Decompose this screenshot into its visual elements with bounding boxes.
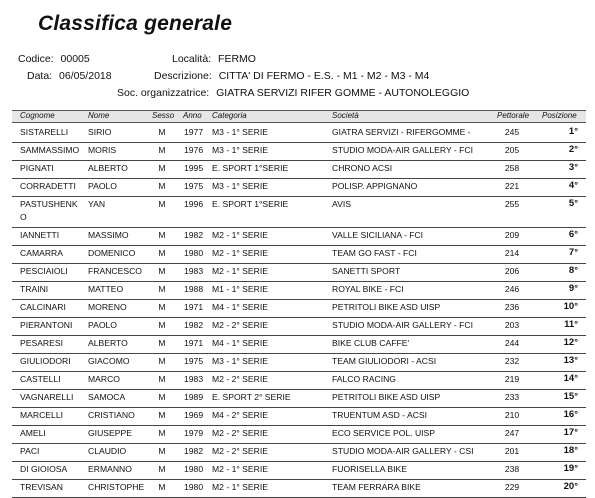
- cell-sesso: M: [158, 163, 166, 173]
- cell-cognome: PACI: [20, 446, 40, 456]
- cell-societa: SANETTI SPORT: [332, 266, 401, 276]
- cell-nome: PAOLO: [88, 320, 117, 330]
- cell-cognome: PESCIAIOLI: [20, 266, 68, 276]
- table-row: [12, 142, 586, 161]
- cell-societa: PETRITOLI BIKE ASD UISP: [332, 392, 441, 402]
- cell-pettorale: 245: [504, 127, 520, 137]
- cell-posizione: 1°: [568, 126, 578, 137]
- soc-line: [117, 87, 469, 99]
- table-row: [12, 371, 586, 390]
- cell-societa: FUORISELLA BIKE: [332, 464, 407, 474]
- cell-sesso: M: [158, 181, 166, 191]
- cell-pettorale: 255: [504, 199, 520, 209]
- header-posizione: Posizione: [542, 111, 577, 120]
- cell-pettorale: 203: [504, 320, 520, 330]
- cell-anno: 1980: [184, 248, 204, 258]
- cell-sesso: M: [158, 248, 166, 258]
- cell-pettorale: 205: [504, 145, 520, 155]
- cell-cognome: CORRADETTI: [20, 181, 76, 191]
- table-row: [12, 196, 586, 228]
- cell-sesso: M: [158, 482, 166, 492]
- cell-posizione: 20°: [563, 481, 578, 492]
- cell-anno: 1976: [184, 145, 204, 155]
- cell-anno: 1980: [184, 482, 204, 492]
- codice-line: [18, 53, 90, 65]
- cell-categoria: M2 - 1° SERIE: [212, 266, 268, 276]
- cell-nome: FRANCESCO: [88, 266, 142, 276]
- cell-cognome: CAMARRA: [20, 248, 63, 258]
- cell-societa: TRUENTUM ASD - ACSI: [332, 410, 428, 420]
- soc-label: Soc. organizzatrice:: [117, 87, 210, 99]
- cell-nome: ERMANNO: [88, 464, 132, 474]
- cell-anno: 1996: [184, 199, 204, 209]
- cell-societa: PETRITOLI BIKE ASD UISP: [332, 302, 441, 312]
- cell-posizione: 16°: [563, 409, 578, 420]
- cell-sesso: M: [158, 127, 166, 137]
- cell-nome: CLAUDIO: [88, 446, 127, 456]
- cell-posizione: 4°: [568, 180, 578, 191]
- cell-posizione: 6°: [568, 229, 578, 240]
- cell-posizione: 17°: [563, 427, 578, 438]
- cell-nome: MASSIMO: [88, 230, 129, 240]
- cell-categoria: M4 - 1° SERIE: [212, 302, 268, 312]
- localita-label: Località:: [172, 53, 212, 65]
- cell-cognome: TREVISAN: [20, 482, 63, 492]
- table-row: [12, 227, 586, 246]
- cell-categoria: M2 - 1° SERIE: [212, 248, 268, 258]
- cell-categoria: E. SPORT 1°SERIE: [212, 163, 289, 173]
- cell-societa: TEAM GO FAST - FCI: [332, 248, 417, 258]
- cell-pettorale: 201: [504, 446, 520, 456]
- cell-societa: STUDIO MODA-AIR GALLERY - FCI: [332, 320, 474, 330]
- cell-nome: SIRIO: [88, 127, 112, 137]
- cell-societa: STUDIO MODA-AIR GALLERY - CSI: [332, 446, 474, 456]
- cell-sesso: M: [158, 230, 166, 240]
- cell-categoria: M4 - 2° SERIE: [212, 410, 268, 420]
- cell-nome: DOMENICO: [88, 248, 136, 258]
- cell-societa: TEAM FERRARA BIKE: [332, 482, 421, 492]
- cell-nome: ALBERTO: [88, 338, 128, 348]
- cell-anno: 1980: [184, 464, 204, 474]
- cell-categoria: M1 - 1° SERIE: [212, 284, 268, 294]
- cell-pettorale: 238: [504, 464, 520, 474]
- table-row: [12, 281, 586, 300]
- cell-posizione: 14°: [563, 373, 578, 384]
- cell-categoria: M3 - 1° SERIE: [212, 356, 268, 366]
- cell-anno: 1979: [184, 428, 204, 438]
- cell-sesso: M: [158, 284, 166, 294]
- cell-societa: ECO SERVICE POL. UISP: [332, 428, 435, 438]
- cell-categoria: M2 - 2° SERIE: [212, 428, 268, 438]
- cell-societa: STUDIO MODA-AIR GALLERY - FCI: [332, 145, 474, 155]
- cell-societa: FALCO RACING: [332, 374, 396, 384]
- cell-posizione: 3°: [568, 162, 578, 173]
- cell-nome: ALBERTO: [88, 163, 128, 173]
- cell-sesso: M: [158, 464, 166, 474]
- cell-nome: MORENO: [88, 302, 127, 312]
- codice-value: 00005: [60, 53, 90, 65]
- cell-nome: CRISTIANO: [88, 410, 135, 420]
- cell-pettorale: 210: [504, 410, 520, 420]
- cell-sesso: M: [158, 302, 166, 312]
- cell-anno: 1971: [184, 302, 204, 312]
- cell-cognome: PIGNATI: [20, 163, 54, 173]
- header-pettorale: Pettorale: [497, 111, 530, 120]
- cell-pettorale: 247: [504, 428, 520, 438]
- header-societa: Società: [332, 111, 359, 120]
- cell-societa: CHRONO ACSI: [332, 163, 393, 173]
- cell-anno: 1988: [184, 284, 204, 294]
- cell-anno: 1975: [184, 181, 204, 191]
- soc-value: GIATRA SERVIZI RIFER GOMME - AUTONOLEGGIO: [216, 87, 470, 99]
- data-value: 06/05/2018: [59, 70, 112, 82]
- cell-sesso: M: [158, 199, 166, 209]
- cell-cognome: DI GIOIOSA: [20, 464, 68, 474]
- cell-societa: BIKE CLUB CAFFE': [332, 338, 410, 348]
- cell-pettorale: 209: [504, 230, 520, 240]
- header-sesso: Sesso: [152, 111, 175, 120]
- cell-posizione: 10°: [563, 301, 578, 312]
- cell-cognome: PASTUSHENK: [20, 199, 78, 209]
- cell-societa: POLISP. APPIGNANO: [332, 181, 418, 191]
- cell-cognome: CALCINARI: [20, 302, 66, 312]
- table-row: [12, 389, 586, 408]
- cell-nome: CHRISTOPHE: [88, 482, 145, 492]
- localita-value: FERMO: [218, 53, 256, 65]
- cell-nome: GIUSEPPE: [88, 428, 132, 438]
- table-row: [12, 178, 586, 197]
- cell-posizione: 5°: [568, 198, 578, 209]
- table-row: [12, 317, 586, 336]
- cell-cognome: TRAINI: [20, 284, 49, 294]
- table-row: [12, 160, 586, 179]
- cell-societa: AVIS: [332, 199, 351, 209]
- cell-sesso: M: [158, 446, 166, 456]
- cell-pettorale: 258: [504, 163, 520, 173]
- table-row: [12, 263, 586, 282]
- cell-pettorale: 219: [504, 374, 520, 384]
- cell-posizione: 9°: [568, 283, 578, 294]
- descrizione-label: Descrizione:: [154, 70, 212, 82]
- table-header: [12, 110, 586, 123]
- cell-nome: GIACOMO: [88, 356, 130, 366]
- cell-nome: MARCO: [88, 374, 120, 384]
- cell-societa: ROYAL BIKE - FCI: [332, 284, 404, 294]
- cell-societa: GIATRA SERVIZI - RIFERGOMME -: [332, 127, 471, 137]
- cell-categoria: M2 - 1° SERIE: [212, 464, 268, 474]
- cell-posizione: 2°: [568, 144, 578, 155]
- cell-anno: 1982: [184, 446, 204, 456]
- cell-societa: TEAM GIULIODORI - ACSI: [332, 356, 437, 366]
- table-row: [12, 443, 586, 462]
- cell-sesso: M: [158, 356, 166, 366]
- cell-pettorale: 244: [504, 338, 520, 348]
- cell-sesso: M: [158, 266, 166, 276]
- cell-categoria: M2 - 2° SERIE: [212, 446, 268, 456]
- cell-pettorale: 232: [504, 356, 520, 366]
- cell-anno: 1983: [184, 266, 204, 276]
- cell-pettorale: 233: [504, 392, 520, 402]
- cell-sesso: M: [158, 374, 166, 384]
- cell-categoria: M2 - 2° SERIE: [212, 374, 268, 384]
- cell-cognome: CASTELLI: [20, 374, 61, 384]
- cell-categoria: M4 - 1° SERIE: [212, 338, 268, 348]
- codice-label: Codice:: [18, 53, 54, 65]
- table-row: [12, 407, 586, 426]
- cell-pettorale: 206: [504, 266, 520, 276]
- cell-sesso: M: [158, 428, 166, 438]
- cell-cognome: PIERANTONI: [20, 320, 73, 330]
- descrizione-line: [154, 70, 429, 82]
- cell-posizione: 7°: [568, 247, 578, 258]
- cell-anno: 1969: [184, 410, 204, 420]
- cell-categoria: M2 - 1° SERIE: [212, 482, 268, 492]
- cell-pettorale: 221: [504, 181, 520, 191]
- cell-anno: 1989: [184, 392, 204, 402]
- cell-cognome: PESARESI: [20, 338, 63, 348]
- cell-cognome: MARCELLI: [20, 410, 63, 420]
- cell-pettorale: 236: [504, 302, 520, 312]
- cell-categoria: E. SPORT 2° SERIE: [212, 392, 291, 402]
- cell-cognome: GIULIODORI: [20, 356, 71, 366]
- cell-nome: MORIS: [88, 145, 117, 155]
- cell-categoria: M3 - 1° SERIE: [212, 145, 268, 155]
- table-row: [12, 479, 586, 498]
- cell-societa: VALLE SICILIANA - FCI: [332, 230, 424, 240]
- cell-cognome-continued: O: [20, 212, 27, 222]
- data-label: Data:: [27, 70, 53, 82]
- cell-anno: 1982: [184, 320, 204, 330]
- cell-anno: 1975: [184, 356, 204, 366]
- cell-nome: PAOLO: [88, 181, 117, 191]
- header-categoria: Categoria: [212, 111, 247, 120]
- localita-line: [172, 53, 256, 65]
- cell-sesso: M: [158, 145, 166, 155]
- table-row: [12, 124, 586, 143]
- table-row: [12, 353, 586, 372]
- cell-sesso: M: [158, 392, 166, 402]
- cell-nome: SAMOCA: [88, 392, 126, 402]
- cell-sesso: M: [158, 410, 166, 420]
- cell-cognome: IANNETTI: [20, 230, 60, 240]
- cell-cognome: AMELI: [20, 428, 46, 438]
- cell-sesso: M: [158, 320, 166, 330]
- cell-posizione: 11°: [564, 319, 578, 330]
- cell-posizione: 15°: [563, 391, 578, 402]
- cell-anno: 1971: [184, 338, 204, 348]
- cell-categoria: M3 - 1° SERIE: [212, 127, 268, 137]
- cell-posizione: 13°: [563, 355, 578, 366]
- cell-cognome: SISTARELLI: [20, 127, 69, 137]
- cell-categoria: M3 - 1° SERIE: [212, 181, 268, 191]
- cell-nome: MATTEO: [88, 284, 124, 294]
- cell-categoria: E. SPORT 1°SERIE: [212, 199, 289, 209]
- cell-anno: 1977: [184, 127, 204, 137]
- cell-cognome: SAMMASSIMO: [20, 145, 80, 155]
- cell-pettorale: 214: [504, 248, 520, 258]
- cell-posizione: 19°: [563, 463, 578, 474]
- descrizione-value: CITTA' DI FERMO - E.S. - M1 - M2 - M3 - M4: [218, 70, 430, 82]
- cell-categoria: M2 - 2° SERIE: [212, 320, 268, 330]
- cell-anno: 1983: [184, 374, 204, 384]
- table-row: [12, 245, 586, 264]
- cell-posizione: 18°: [563, 445, 578, 456]
- cell-anno: 1995: [184, 163, 204, 173]
- cell-anno: 1982: [184, 230, 204, 240]
- header-cognome: Cognome: [20, 111, 55, 120]
- cell-posizione: 8°: [568, 265, 578, 276]
- table-row: [12, 299, 586, 318]
- cell-pettorale: 246: [504, 284, 520, 294]
- cell-posizione: 12°: [563, 337, 578, 348]
- table-row: [12, 335, 586, 354]
- cell-pettorale: 229: [504, 482, 520, 492]
- cell-sesso: M: [158, 338, 166, 348]
- table-row: [12, 425, 586, 444]
- data-line: [27, 70, 112, 82]
- cell-nome: YAN: [88, 199, 106, 209]
- page-title: Classifica generale: [38, 12, 233, 35]
- cell-categoria: M2 - 1° SERIE: [212, 230, 268, 240]
- header-anno: Anno: [183, 111, 202, 120]
- header-nome: Nome: [88, 111, 110, 120]
- cell-cognome: VAGNARELLI: [20, 392, 74, 402]
